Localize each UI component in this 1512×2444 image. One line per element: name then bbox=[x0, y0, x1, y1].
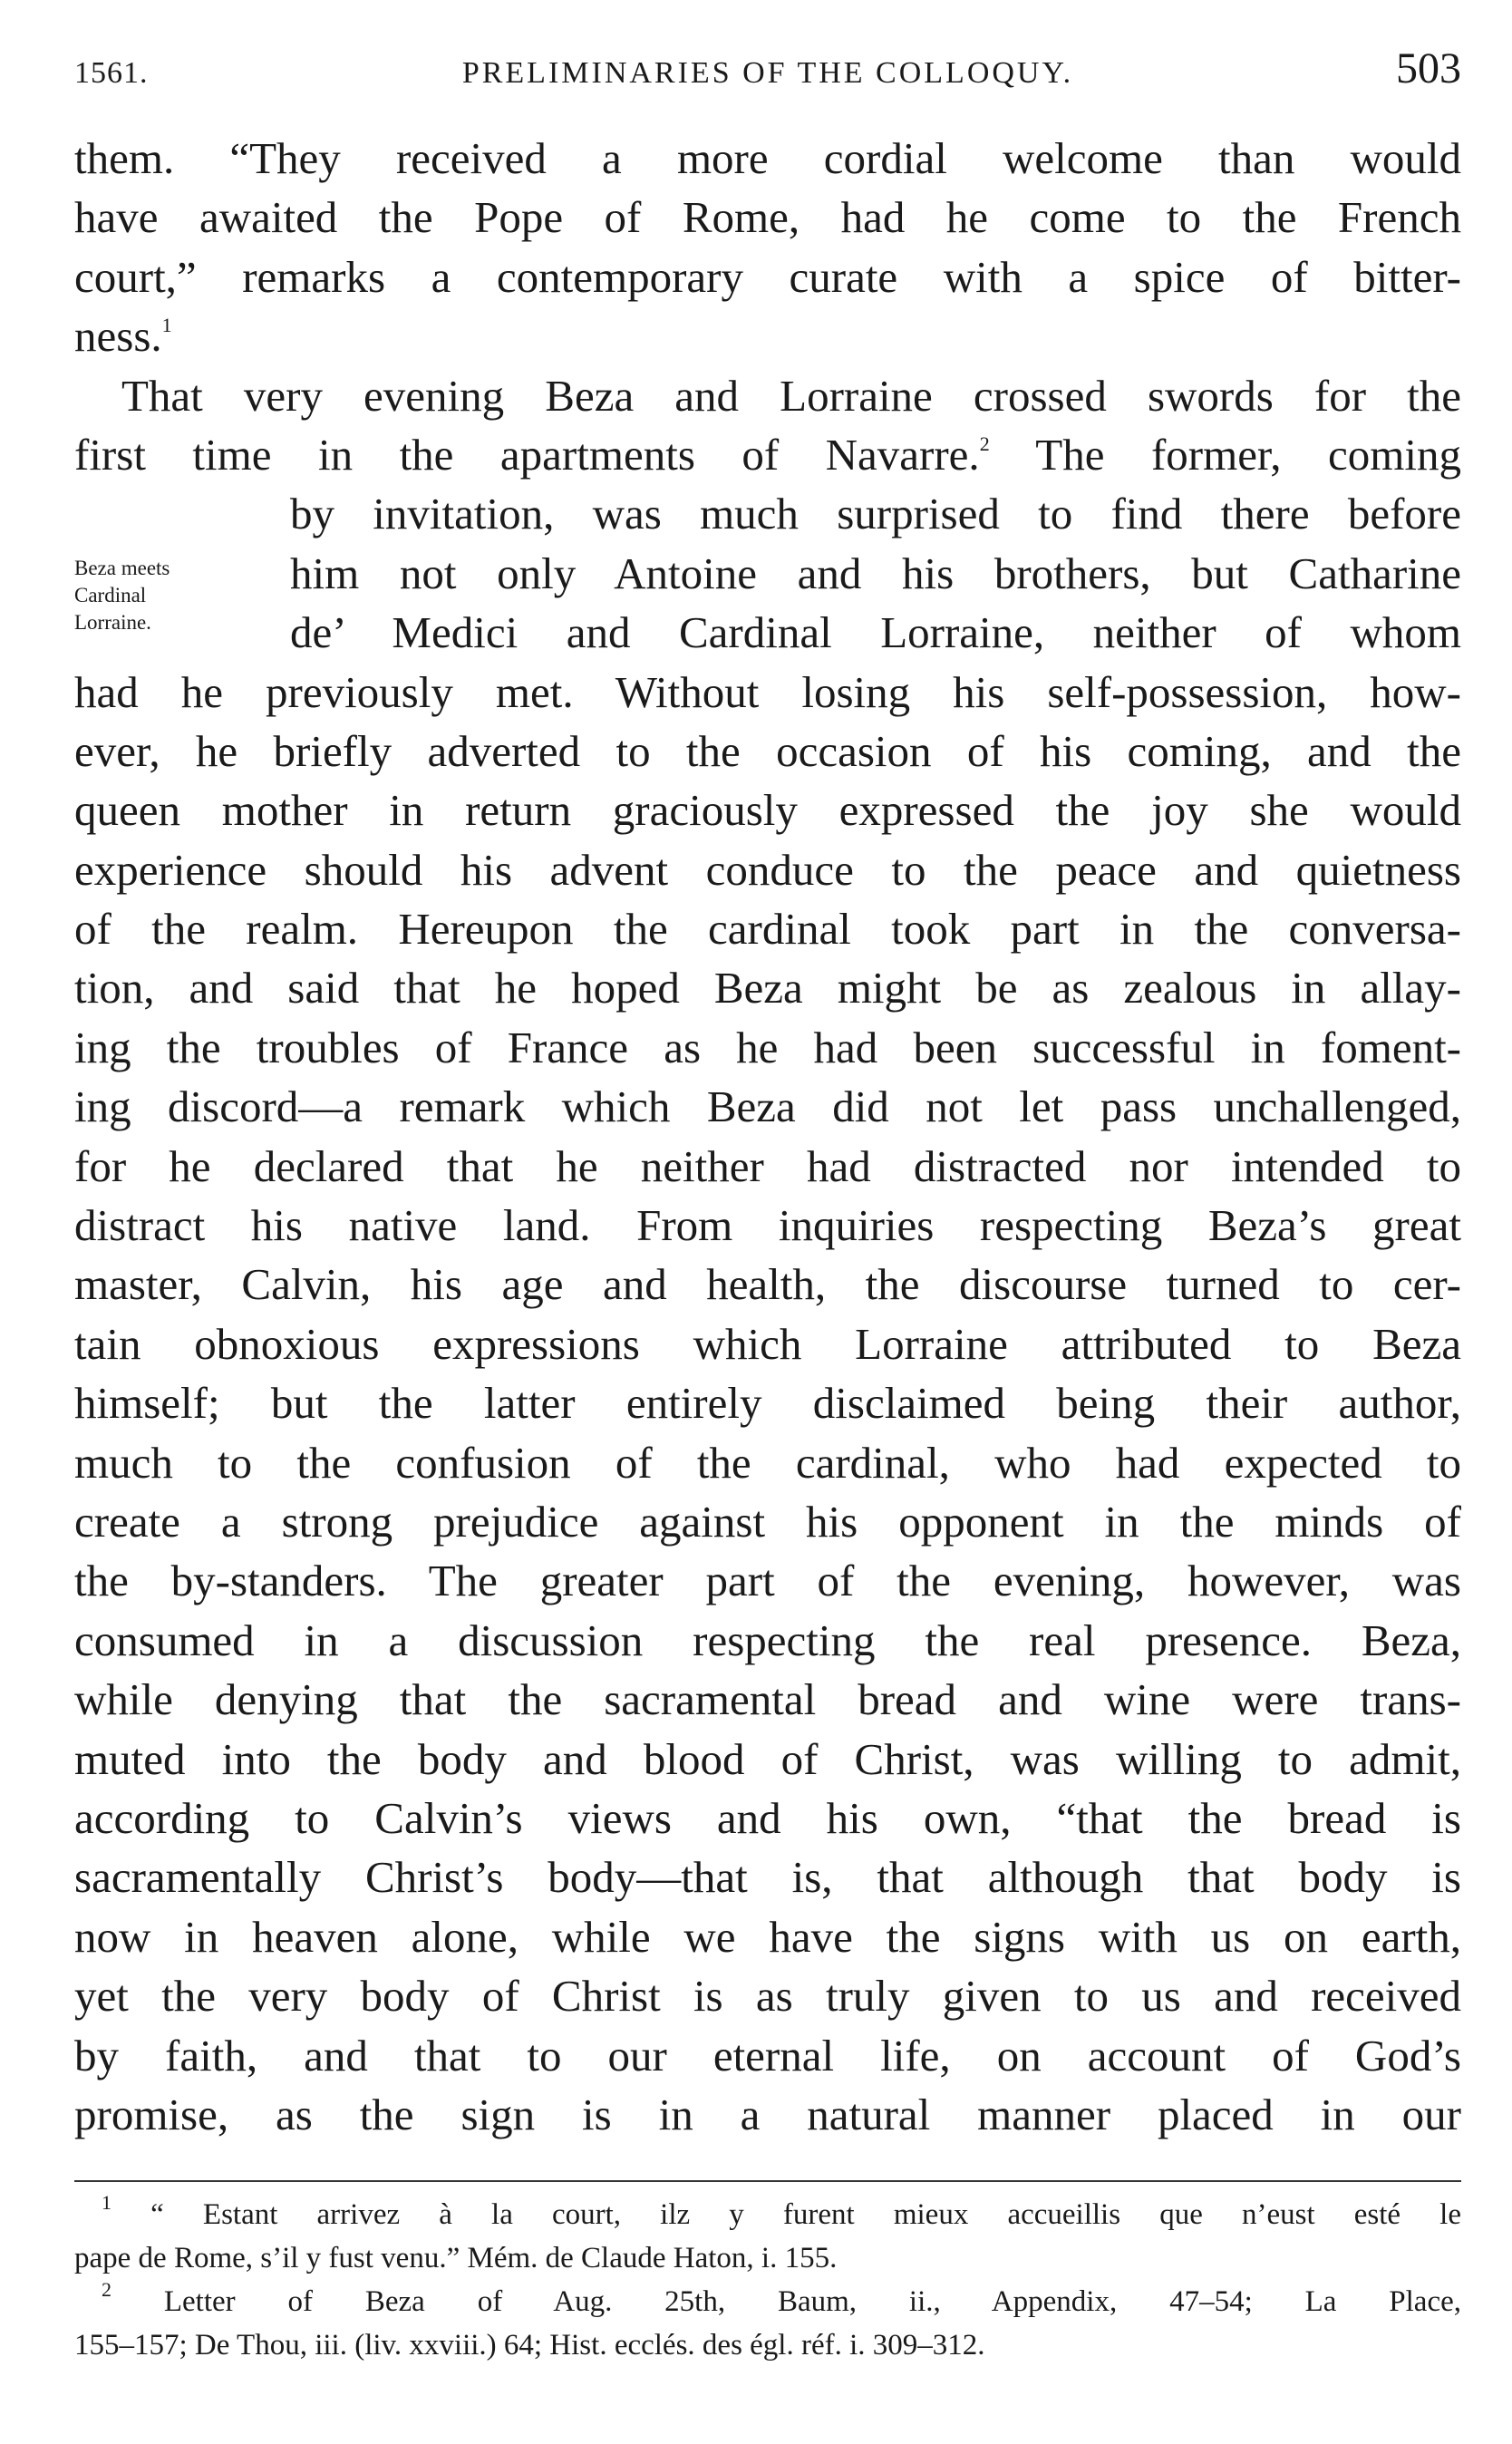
text-line: the by-standers. The greater part of the evening, however, was bbox=[74, 1556, 1461, 1606]
text-line: by invitation, was much surprised to find there before bbox=[290, 489, 1461, 539]
text-line: consumed in a discussion respecting the real presence. Beza, bbox=[74, 1615, 1461, 1665]
text-line: them. “They received a more cordial welcome than would bbox=[74, 133, 1461, 183]
text-line: experience should his advent conduce to the peace and quietness bbox=[74, 844, 1461, 895]
text-line: That very evening Beza and Lorraine crossed swords for the bbox=[121, 370, 1461, 421]
text-line bbox=[74, 306, 1461, 365]
margin-note-line: Lorraine. bbox=[74, 611, 151, 634]
text-fragment: ness. bbox=[74, 311, 162, 362]
text-fragment: The former, coming bbox=[989, 429, 1461, 480]
book-page bbox=[74, 36, 1461, 2411]
footnote-divider bbox=[74, 2180, 1461, 2182]
text-line: de’ Medici and Cardinal Lorraine, neither of whom bbox=[290, 607, 1461, 658]
margin-note-line: Beza meets bbox=[74, 557, 170, 579]
text-line: him not only Antoine and his brothers, but Catharine bbox=[290, 548, 1461, 598]
text-line: by faith, and that to our eternal life, on account of God’s bbox=[74, 2030, 1461, 2080]
text-line: while denying that the sacramental bread and wine were trans- bbox=[74, 1674, 1461, 1725]
footnote-marker: 1 bbox=[102, 2193, 111, 2215]
text-line: distract his native land. From inquiries respecting Beza’s great bbox=[74, 1200, 1461, 1251]
text-line: of the realm. Hereupon the cardinal took part in the conversa- bbox=[74, 904, 1461, 955]
margin-note-line: Cardinal bbox=[74, 584, 147, 606]
footnote-2 bbox=[74, 2280, 1461, 2323]
text-line: himself; but the latter entirely disclaimed being their author, bbox=[74, 1378, 1461, 1429]
footnote-text: Letter of Beza of Aug. 25th, Baum, ii., Appendix, 47–54; La Place, bbox=[111, 2285, 1461, 2319]
text-line: much to the confusion of the cardinal, who had expected to bbox=[74, 1437, 1461, 1488]
text-line: had he previously met. Without losing his self-possession, how- bbox=[74, 666, 1461, 717]
text-line: now in heaven alone, while we have the signs with us on earth, bbox=[74, 1911, 1461, 1962]
text-line: according to Calvin’s views and his own, “that the bread is bbox=[74, 1792, 1461, 1843]
text-line: ever, he briefly adverted to the occasion of his coming, and the bbox=[74, 725, 1461, 776]
text-line: ing discord—a remark which Beza did not let pass unchallenged, bbox=[74, 1081, 1461, 1132]
text-line: create a strong prejudice against his opponent in the minds of bbox=[74, 1496, 1461, 1547]
footnote-ref: 2 bbox=[979, 432, 990, 455]
running-head bbox=[74, 36, 1461, 109]
text-line: sacramentally Christ’s body—that is, that although that body is bbox=[74, 1852, 1461, 1903]
text-line: tain obnoxious expressions which Lorraine attributed to Beza bbox=[74, 1318, 1461, 1369]
text-line: master, Calvin, his age and health, the discourse turned to cer- bbox=[74, 1259, 1461, 1310]
footnote-1 bbox=[74, 2193, 1461, 2236]
footnote-1-cont: pape de Rome, s’il y fust venu.” Mém. de Claude Haton, i. 155. bbox=[74, 2242, 838, 2275]
text-line: court,” remarks a contemporary curate with a spice of bitter- bbox=[74, 251, 1461, 302]
text-line bbox=[74, 425, 1461, 484]
text-line: queen mother in return graciously expressed the joy she would bbox=[74, 785, 1461, 836]
footnote-marker: 2 bbox=[102, 2280, 111, 2302]
body-text bbox=[74, 129, 1461, 2144]
text-line: ing the troubles of France as he had been successful in foment- bbox=[74, 1022, 1461, 1072]
text-line: yet the very body of Christ is as truly given to us and received bbox=[74, 1971, 1461, 2022]
margin-note bbox=[74, 555, 170, 636]
footnote-2-cont: 155–157; De Thou, iii. (liv. xxviii.) 64; Hist. ecclés. des égl. réf. i. 309–312. bbox=[74, 2329, 985, 2362]
text-line: have awaited the Pope of Rome, had he come to the French bbox=[74, 192, 1461, 243]
footnote-text: “ Estant arrivez à la court, ilz y furent mieux accueillis que n’eust esté le bbox=[111, 2198, 1461, 2232]
header-title: PRELIMINARIES OF THE COLLOQUY. bbox=[461, 56, 1074, 90]
header-year: 1561. bbox=[74, 56, 149, 90]
text-line: promise, as the sign is in a natural manner placed in our bbox=[74, 2089, 1461, 2139]
footnotes bbox=[74, 2193, 1461, 2367]
page-number: 503 bbox=[1396, 44, 1461, 92]
text-line: tion, and said that he hoped Beza might be as zealous in allay- bbox=[74, 963, 1461, 1013]
footnote-ref: 1 bbox=[161, 313, 172, 336]
text-line: muted into the body and blood of Christ, was willing to admit, bbox=[74, 1733, 1461, 1784]
text-line: for he declared that he neither had distracted nor intended to bbox=[74, 1140, 1461, 1191]
text-fragment: first time in the apartments of Navarre. bbox=[74, 429, 980, 480]
